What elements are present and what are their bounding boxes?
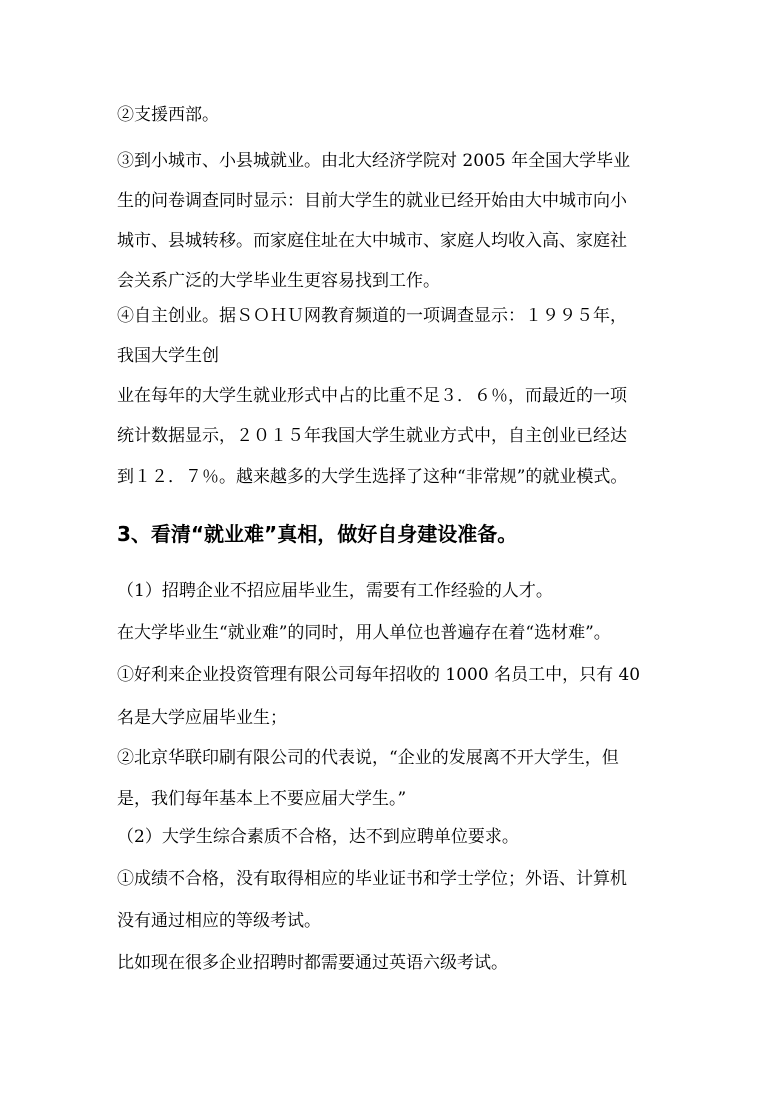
paragraph-line: 统计数据显示，２０１５年我国大学生就业方式中，自主创业已经达 [117,426,627,446]
paragraph-line: 没有通过相应的等级考试。 [117,911,321,931]
paragraph-line: 会关系广泛的大学毕业生更容易找到工作。 [117,271,440,291]
paragraph-line: 生的问卷调查同时显示：目前大学生的就业已经开始由大中城市向小 [117,191,627,211]
paragraph-line: ①好利来企业投资管理有限公司每年招收的 1000 名员工中，只有 40 [117,665,641,685]
paragraph-line: 名是大学应届毕业生； [117,708,287,728]
paragraph-line: ③到小城市、小县城就业。由北大经济学院对 2005 年全国大学毕业 [117,151,631,171]
paragraph-line: 城市、县城转移。而家庭住址在大中城市、家庭人均收入高、家庭社 [117,231,627,251]
paragraph-line: ②北京华联印刷有限公司的代表说，“企业的发展离不开大学生，但 [117,748,619,768]
paragraph-line: ②支援西部。 [117,105,219,125]
section-heading: 3、看清“就业难”真相，做好自身建设准备。 [117,522,518,546]
paragraph-line: ①成绩不合格，没有取得相应的毕业证书和学士学位；外语、计算机 [117,869,627,889]
paragraph-line: （1）招聘企业不招应届毕业生，需要有工作经验的人才。 [117,581,553,601]
paragraph-line: ④自主创业。据ＳＯＨＵ网教育频道的一项调查显示：１９９５年， [117,306,627,326]
paragraph-line: 到１２．７％。越来越多的大学生选择了这种“非常规”的就业模式。 [117,467,628,487]
paragraph-line: 比如现在很多企业招聘时都需要通过英语六级考试。 [117,953,508,973]
paragraph-line: 是，我们每年基本上不要应届大学生。” [117,789,407,809]
paragraph-line: （2）大学生综合素质不合格，达不到应聘单位要求。 [117,827,519,847]
paragraph-line: 业在每年的大学生就业形式中占的比重不足３．６％，而最近的一项 [117,386,627,406]
paragraph-line: 我国大学生创 [117,346,219,366]
paragraph-line: 在大学毕业生“就业难”的同时，用人单位也普遍存在着“选材难”。 [117,623,611,643]
